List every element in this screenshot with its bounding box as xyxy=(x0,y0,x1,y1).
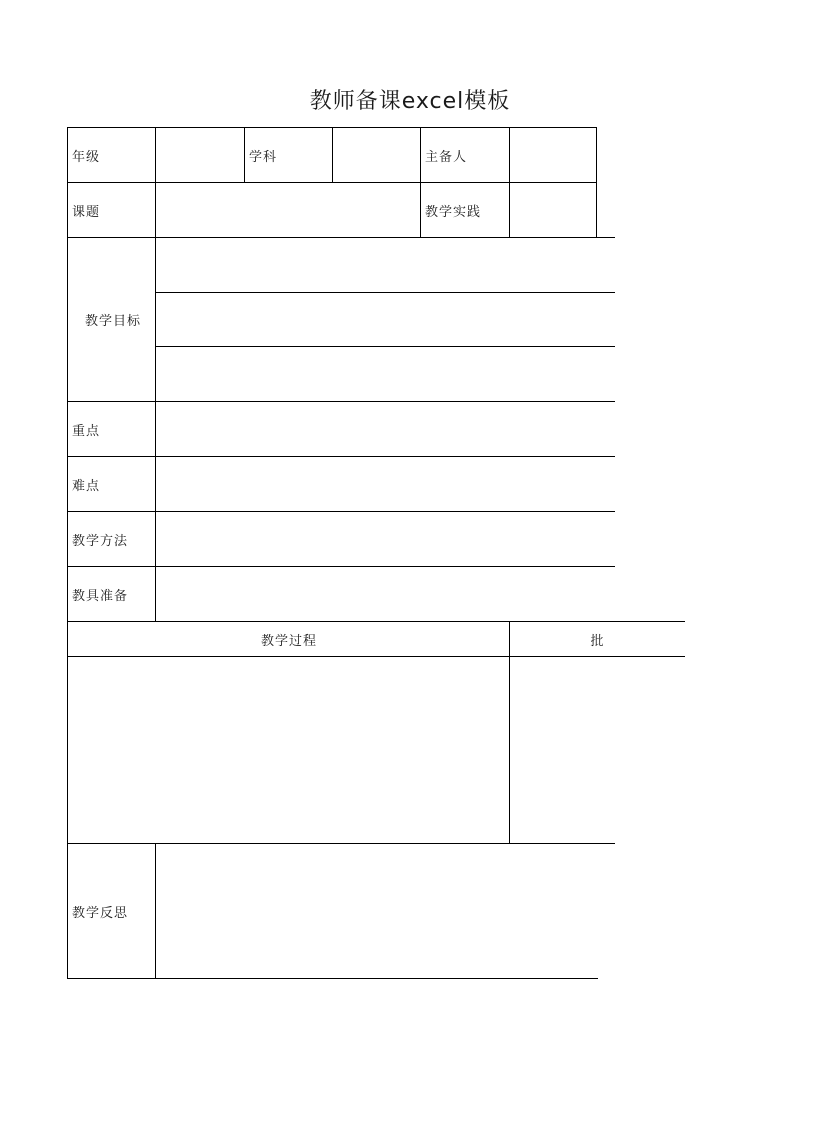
grade-label: 年级 xyxy=(67,127,156,182)
reflection-label: 教学反思 xyxy=(67,843,156,978)
subject-input[interactable] xyxy=(332,127,421,182)
objectives-label: 教学目标 xyxy=(67,237,156,401)
subject-label: 学科 xyxy=(244,127,333,182)
grade-input[interactable] xyxy=(155,127,244,182)
objective-input-2[interactable] xyxy=(155,292,615,347)
tools-input[interactable] xyxy=(155,566,615,621)
difficulties-input[interactable] xyxy=(155,456,615,511)
process-header: 教学过程 xyxy=(67,621,510,656)
difficulties-label: 难点 xyxy=(67,456,156,511)
key-points-label: 重点 xyxy=(67,401,156,456)
lead-preparer-label: 主备人 xyxy=(420,127,510,182)
methods-input[interactable] xyxy=(155,511,615,566)
objective-input-3[interactable] xyxy=(155,346,615,401)
key-points-input[interactable] xyxy=(155,401,615,456)
process-input[interactable] xyxy=(67,656,510,843)
objective-input-1[interactable] xyxy=(155,237,615,292)
tools-label: 教具准备 xyxy=(67,566,156,621)
annotation-header: 批 xyxy=(509,621,685,656)
practice-input[interactable] xyxy=(509,182,597,237)
methods-label: 教学方法 xyxy=(67,511,156,566)
topic-label: 课题 xyxy=(67,182,156,237)
lead-preparer-input[interactable] xyxy=(509,127,597,182)
page-title: 教师备课excel模板 xyxy=(309,89,511,114)
table-bottom-border xyxy=(67,978,598,979)
practice-label: 教学实践 xyxy=(420,182,510,237)
lesson-plan-table xyxy=(67,127,605,979)
reflection-input[interactable] xyxy=(155,843,615,978)
annotation-input[interactable] xyxy=(509,656,685,843)
topic-input[interactable] xyxy=(155,182,421,237)
